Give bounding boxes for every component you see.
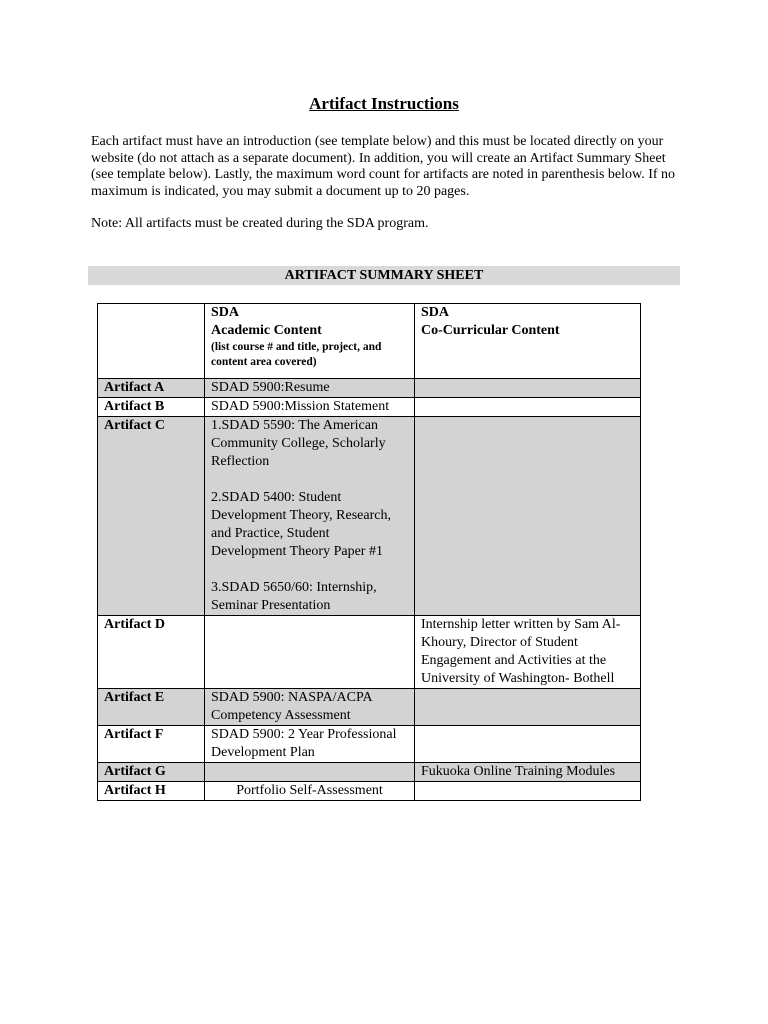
academic-cell: SDAD 5900:Mission Statement xyxy=(205,398,415,417)
artifact-label: Artifact E xyxy=(98,689,205,726)
academic-cell: Portfolio Self-Assessment xyxy=(205,782,415,801)
header-academic-line2: Academic Content xyxy=(211,323,322,338)
intro-paragraph xyxy=(91,134,691,200)
header-academic-subtext: (list course # and title, project, and content area covered) xyxy=(211,341,382,368)
header-academic-line1: SDA xyxy=(211,305,240,320)
artifact-label: Artifact C xyxy=(98,417,205,616)
artifact-label: Artifact D xyxy=(98,616,205,689)
table-row xyxy=(98,782,641,801)
academic-cell xyxy=(205,417,415,616)
academic-cell: SDAD 5900: NASPA/ACPA Competency Assessment xyxy=(205,689,415,726)
intro-text: Each artifact must have an introduction (see template below) and this must be located directly on your website (do not attach as a separate document). In addition, you will create an Artifact Summary Sheet (see template below). Lastly, the maximum word count for artifacts are noted in parenthesis below. If no maximum is indicated, you may submit a document up to 20 pages. xyxy=(91,134,676,199)
table-row xyxy=(98,417,641,616)
artifact-label: Artifact A xyxy=(98,379,205,398)
table-header-row xyxy=(98,304,641,379)
cocurricular-cell xyxy=(415,417,641,616)
cocurricular-cell: Fukuoka Online Training Modules xyxy=(415,763,641,782)
page-title: Artifact Instructions xyxy=(309,94,459,113)
artifact-label: Artifact B xyxy=(98,398,205,417)
cocurricular-cell: Internship letter written by Sam Al-Khoury, Director of Student Engagement and Activities at the University of Washington- Bothell xyxy=(415,616,641,689)
academic-cell: SDAD 5900: 2 Year Professional Development Plan xyxy=(205,726,415,763)
artifact-label: Artifact F xyxy=(98,726,205,763)
table-row xyxy=(98,398,641,417)
table-row xyxy=(98,616,641,689)
table-row xyxy=(98,689,641,726)
cocurricular-cell xyxy=(415,782,641,801)
cocurricular-cell xyxy=(415,398,641,417)
table-row xyxy=(98,763,641,782)
cocurricular-cell xyxy=(415,726,641,763)
table-row xyxy=(98,379,641,398)
academic-item: 2.SDAD 5400: Student Development Theory, Research, and Practice, Student Development Theory Paper #1 xyxy=(211,490,391,559)
academic-item: 3.SDAD 5650/60: Internship, Seminar Presentation xyxy=(211,580,377,613)
academic-cell: SDAD 5900:Resume xyxy=(205,379,415,398)
header-cocurricular-cell xyxy=(415,304,641,379)
cocurricular-cell xyxy=(415,689,641,726)
header-cocurricular-line2: Co-Curricular Content xyxy=(421,323,560,338)
artifact-label: Artifact G xyxy=(98,763,205,782)
table-row xyxy=(98,726,641,763)
header-empty-cell xyxy=(98,304,205,379)
note-text: Note: All artifacts must be created during the SDA program. xyxy=(91,216,429,231)
artifact-summary-table xyxy=(97,303,641,801)
header-cocurricular-line1: SDA xyxy=(421,305,450,320)
academic-cell xyxy=(205,616,415,689)
academic-item: 1.SDAD 5590: The American Community College, Scholarly Reflection xyxy=(211,418,386,469)
summary-sheet-heading: ARTIFACT SUMMARY SHEET xyxy=(88,266,680,285)
academic-cell xyxy=(205,763,415,782)
header-academic-cell xyxy=(205,304,415,379)
artifact-label: Artifact H xyxy=(98,782,205,801)
cocurricular-cell xyxy=(415,379,641,398)
